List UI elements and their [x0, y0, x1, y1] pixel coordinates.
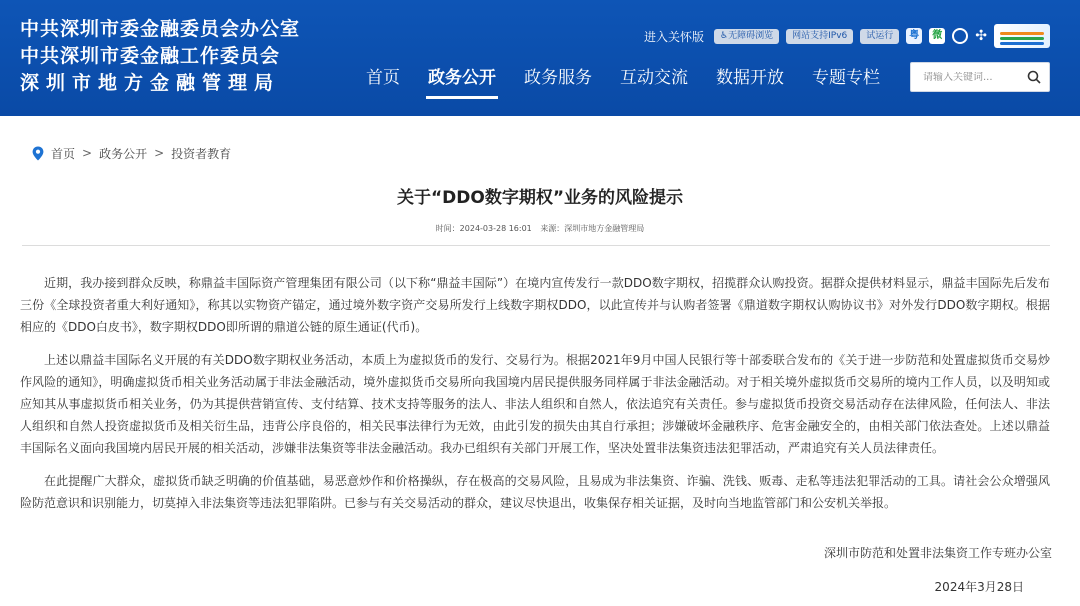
- org-name-line1: 中共深圳市委金融委员会办公室: [20, 18, 301, 40]
- article-date: 2024年3月28日: [934, 580, 1024, 594]
- breadcrumb-separator: >: [82, 146, 93, 160]
- org-name-line3: 深圳市地方金融管理局: [20, 72, 281, 94]
- search-box: [910, 62, 1050, 92]
- breadcrumb-investor-education[interactable]: 投资者教育: [171, 146, 232, 161]
- search-icon[interactable]: [1027, 70, 1041, 84]
- care-mode-link[interactable]: 进入关怀版: [644, 29, 705, 44]
- trial-run-badge: 试运行: [860, 29, 899, 44]
- article-title: 关于“DDO数字期权”业务的风险提示: [396, 188, 684, 208]
- city-logo-icon: [994, 24, 1050, 48]
- nav-open-data[interactable]: 数据开放: [716, 68, 784, 88]
- guangdong-app-icon[interactable]: 粤: [906, 28, 922, 44]
- article-paragraph: 上述以鼎益丰国际名义开展的有关DDO数字期权业务活动，本质上为虚拟货币的发行、交易行为。根据2021年9月中国人民银行等十部委联合发布的《关于进一步防范和处置虚拟货币交易炒作风险的通知》，明确虚拟货币相关业务活动属于非法金融活动，境外虚拟货币交易所向我国境内居民提供服务同样属于非法金融活动。对于相关境外虚拟货币交易所的境内工作人员，以及明知或应知其从事虚拟货币相关业务，仍为其提供营销宣传、支付结算、技术支持等服务的法人、非法人组织和自然人，依法追究有关责任。参与虚拟货币投资交易活动存在法律风险，任何法人、非法人组织和自然人投资虚拟货币及相关衍生品，违背公序良俗的，相关民事法律行为无效，由此引发的损失由其自行承担；涉嫌破坏金融秩序、危害金融安全的，由相关部门依法查处。上述以鼎益丰国际名义面向我国境内居民开展的相关活动，涉嫌非法集资等非法金融活动。我办已组织有关部门开展工作，坚决处置非法集资违法犯罪活动，严肃追究有关人员法律责任。: [20, 353, 1050, 455]
- ipv6-badge: 网站支持IPv6: [786, 29, 853, 44]
- breadcrumb-home[interactable]: 首页: [51, 146, 76, 161]
- search-input[interactable]: [923, 72, 1023, 83]
- publish-time: 时间：2024-03-28 16:01: [435, 224, 532, 233]
- nav-interaction[interactable]: 互动交流: [620, 68, 688, 88]
- location-pin-icon: [32, 146, 44, 161]
- nav-government-affairs[interactable]: 政务公开: [414, 64, 510, 96]
- main-nav: [352, 64, 894, 96]
- breadcrumb: [32, 143, 231, 163]
- utility-bar: [644, 24, 1050, 48]
- title-divider: [22, 245, 1050, 246]
- article-paragraph: 近期，我办接到群众反映，称鼎益丰国际资产管理集团有限公司（以下称“鼎益丰国际”）在境内宣传发行一款DDO数字期权，招揽群众认购投资。据群众提供材料显示，鼎益丰国际先后发布三份《全球投资者重大利好通知》，称其以实物资产锚定，通过境外数字资产交易所发行上线数字期权DDO，以此宣传并与认购者签署《鼎道数字期权认购协议书》对外发行DDO数字期权。根据相应的《DDO白皮书》，数字期权DDO即所谓的鼎道公链的原生通证(代币)。: [20, 276, 1050, 334]
- breadcrumb-separator: >: [154, 146, 165, 160]
- nav-home[interactable]: 首页: [366, 68, 400, 88]
- article-meta: [0, 223, 1080, 234]
- article-signature: 深圳市防范和处置非法集资工作专班办公室: [823, 546, 1052, 560]
- site-header: [0, 0, 1080, 116]
- wechat-icon[interactable]: 微: [929, 28, 945, 44]
- breadcrumb-government-affairs[interactable]: 政务公开: [99, 146, 148, 161]
- nav-services[interactable]: 政务服务: [524, 68, 592, 88]
- article-source: 来源：深圳市地方金融管理局: [540, 224, 645, 233]
- share-icon[interactable]: ✣: [975, 28, 987, 44]
- nav-special-topics[interactable]: 专题专栏: [812, 68, 880, 88]
- article-paragraph: 在此提醒广大群众，虚拟货币缺乏明确的价值基础，易恶意炒作和价格操纵，存在极高的交易风险，且易成为非法集资、诈骗、洗钱、贩毒、走私等违法犯罪活动的工具。请社会公众增强风险防范意识和识别能力，切莫掉入非法集资等违法犯罪陷阱。已参与有关交易活动的群众，建议尽快退出，收集保存相关证据，及时向当地监管部门和公安机关举报。: [20, 474, 1050, 510]
- org-name-line2: 中共深圳市委金融工作委员会: [20, 45, 281, 67]
- weibo-icon[interactable]: [952, 28, 968, 44]
- accessibility-button[interactable]: ♿无障碍浏览: [714, 29, 779, 44]
- article-body: [20, 272, 1050, 525]
